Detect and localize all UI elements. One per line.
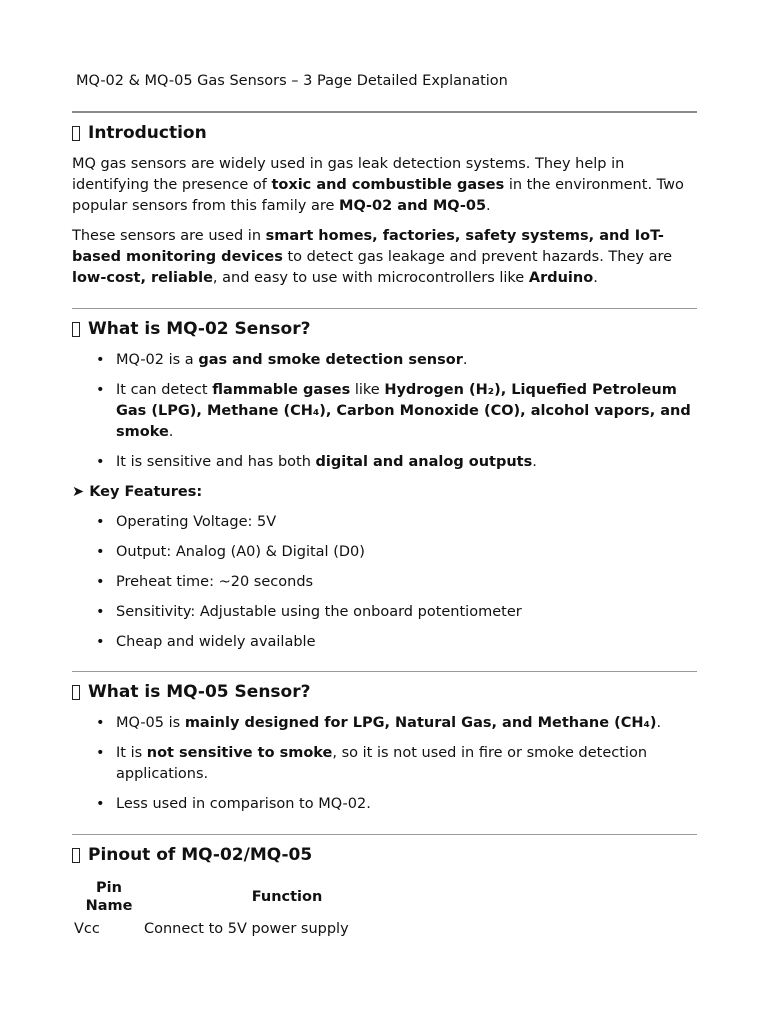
- list-item: • It can detect flammable gases like Hydrogen (H₂), Liquefied Petroleum Gas (LPG), Methane (CH₄), Carbon Monoxide (CO), alcohol vapors, and smoke.: [72, 380, 697, 443]
- list-item: • Less used in comparison to MQ-02.: [72, 794, 697, 815]
- list-item: • Sensitivity: Adjustable using the onboard potentiometer: [72, 602, 697, 623]
- mq05-bullets: [72, 713, 697, 815]
- section-mq05: [72, 681, 697, 815]
- column-header: Function: [251, 889, 323, 905]
- section-heading: [72, 318, 697, 340]
- missing-glyph-icon: [72, 322, 80, 337]
- table-cell: Connect to 5V power supply: [144, 921, 349, 937]
- list-item: • Cheap and widely available: [72, 632, 697, 653]
- section-heading: [72, 681, 697, 703]
- section-divider: [72, 834, 697, 835]
- list-item: • Operating Voltage: 5V: [72, 512, 697, 533]
- column-header: Pin Name: [85, 880, 133, 914]
- missing-glyph-icon: [72, 848, 80, 863]
- section-mq02: [72, 318, 697, 653]
- intro-paragraph-1: MQ gas sensors are widely used in gas leak detection systems. They help in identifying the presence of toxic and combustible gases in the environment. Two popular sensors from this family are MQ-02 and MQ-05.: [72, 156, 684, 214]
- list-item: • Output: Analog (A0) & Digital (D0): [72, 542, 697, 563]
- section-heading: [72, 844, 697, 866]
- pinout-table: [72, 879, 430, 939]
- key-features-heading: ➤ Key Features:: [72, 484, 203, 500]
- list-item: • MQ-05 is mainly designed for LPG, Natural Gas, and Methane (CH₄).: [72, 713, 697, 734]
- key-features-list: [72, 512, 697, 653]
- title-divider: [72, 111, 697, 113]
- section-pinout: [72, 844, 697, 939]
- list-item: • It is sensitive and has both digital and analog outputs.: [72, 452, 697, 473]
- intro-paragraph-2: These sensors are used in smart homes, factories, safety systems, and IoT-based monitoring devices to detect gas leakage and prevent hazards. They are low-cost, reliable, and easy to use with microcontrollers like Arduino.: [72, 228, 673, 286]
- heading-text: What is MQ-05 Sensor?: [88, 682, 311, 702]
- table-row: [72, 915, 430, 939]
- section-heading: [72, 122, 697, 144]
- heading-text: Introduction: [88, 123, 207, 143]
- section-divider: [72, 308, 697, 309]
- mq02-bullets: [72, 350, 697, 473]
- list-item: • Preheat time: ~20 seconds: [72, 572, 697, 593]
- document-title: MQ-02 & MQ-05 Gas Sensors – 3 Page Detailed Explanation: [76, 73, 508, 89]
- missing-glyph-icon: [72, 685, 80, 700]
- table-cell: Vcc: [74, 921, 100, 937]
- list-item: • It is not sensitive to smoke, so it is not used in fire or smoke detection applications.: [72, 743, 697, 785]
- section-divider: [72, 671, 697, 672]
- section-introduction: [72, 122, 697, 289]
- list-item: • MQ-02 is a gas and smoke detection sensor.: [72, 350, 697, 371]
- missing-glyph-icon: [72, 126, 80, 141]
- heading-text: Pinout of MQ-02/MQ-05: [88, 845, 313, 865]
- heading-text: What is MQ-02 Sensor?: [88, 319, 311, 339]
